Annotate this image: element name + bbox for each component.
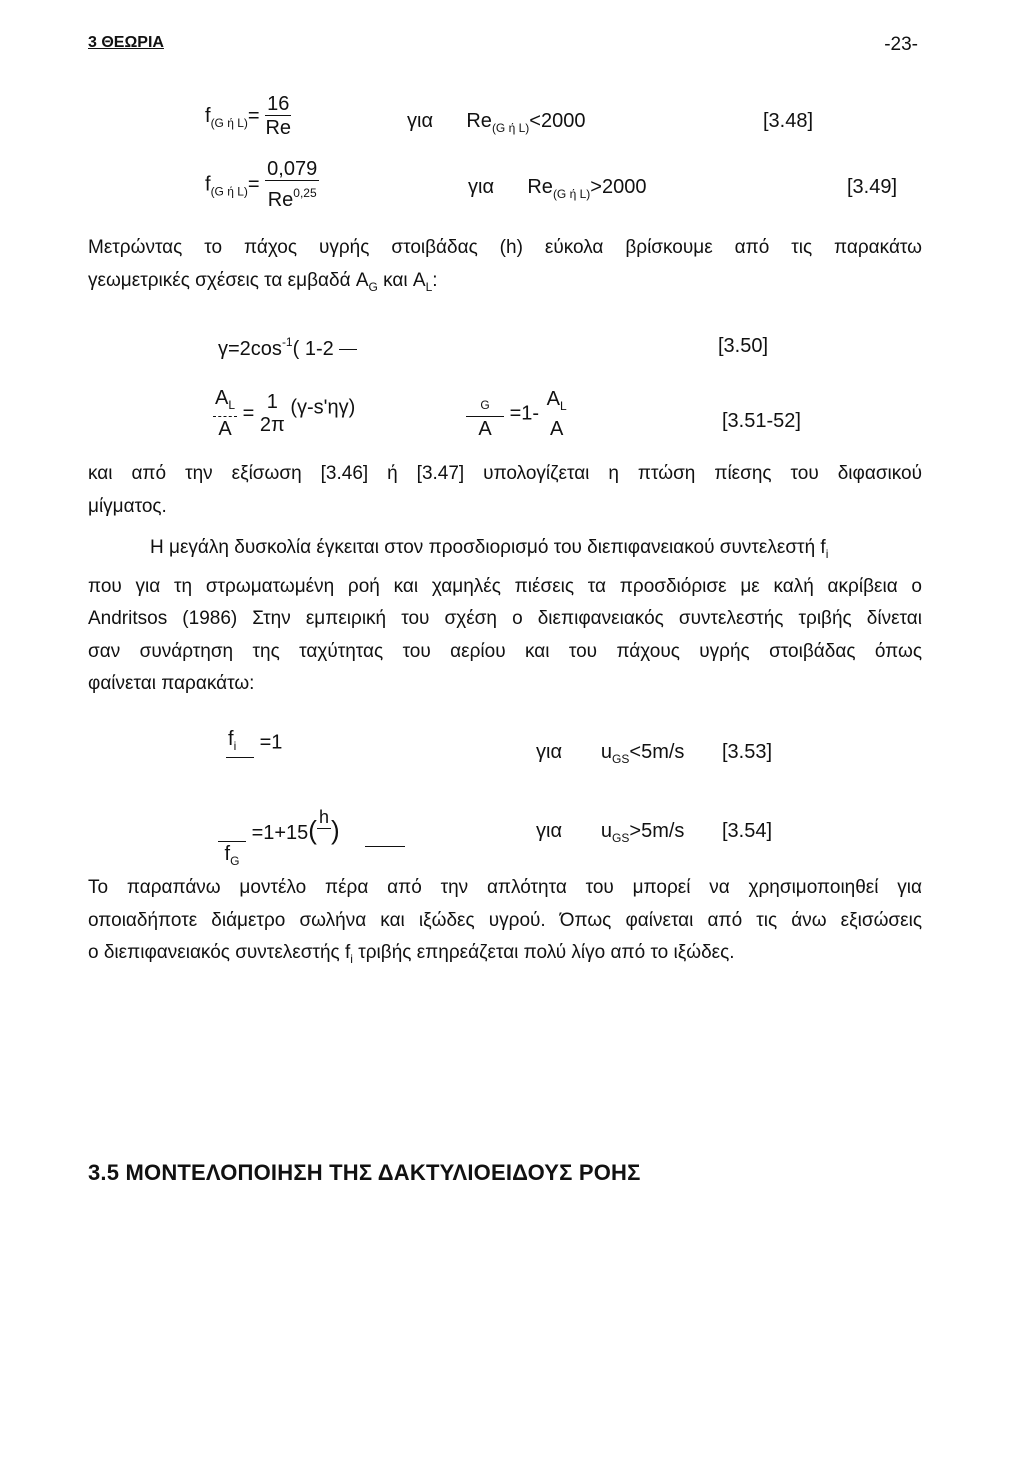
chapter-header: 3 ΘΕΩΡΙΑ [88,34,164,51]
fraction-16-over-re: $\frac{16}{Re}$ [265,93,292,139]
equation-3-50-ref: [3.50] [718,335,769,357]
fraction-0079-over-re: $\frac{0,079}{Re^{0,25}}$ [267,158,318,211]
page-number: -23- [884,34,918,55]
section-title: 3.5 ΜΟΝΤΕΛΟΠΟΙΗΣΗ ΤΗΣ ΔΑΚΤΥΛΙΟΕΙΔΟΥΣ ΡΟΗΣ [88,1160,641,1185]
equation-3-48-ref: [3.48] [763,110,814,132]
paragraph-interfacial-coefficient: Η μεγάλη δυσκολία έγκειται στον προσδιορισμό του διεπιφανειακού συντελεστή $f_i$ που για τη στρωματωμένη ροή και χαμηλές πιέσεις τα προσδιόρισε με καλή ακρίβεια ο Andritsos (1986) Στην εμπειρική του σχέση ο διεπιφανειακός συντελεστής τριβής δίνεται σαν συνάρτηση της ταχύτητας του αερίου και του πάχους υγρής στοιβάδας όπως φαίνεται παρακάτω: [88,537,922,694]
equation-3-49-ref: [3.49] [847,176,898,198]
paragraph-pressure-drop: και από την εξίσωση [3.46] ή [3.47] υπολογίζεται η πτώση πίεσης του διφασικού μίγματος. [88,463,922,517]
equation-3-48-condition: για $Re_{(G ή L)}<2000$ [407,110,586,135]
equation-3-51: $\frac{A_L}{A}$ = 1 2π (γ-s'ηγ) [215,387,356,440]
equation-3-54: $f_G$ =1+15( h ) [218,806,405,873]
equation-3-52: $\frac{_G}{A}$ =1- $A_L$ A [466,387,569,441]
equation-3-53-condition: για $u_{GS}<5m/s$ [536,741,685,766]
equation-3-53: $f_i$ =1 [226,728,282,782]
equation-3-49-lhs: $f_{(G ή L)}=$ $\frac{0,079}{Re^{0,25}}$ [205,158,318,211]
equation-3-50: $\gamma=2\cos^{-1}$( 1-2 [218,335,357,361]
equation-3-48-lhs: $f_{(G ή L)}=$ $\frac{16}{Re}$ [205,93,292,139]
paragraph-model-applicability: Το παραπάνω μοντέλο πέρα από την απλότητα του μπορεί να χρησιμοποιηθεί για οποιαδήποτε διάμετρο σωλήνα και ιξώδες υγρού. Όπως φαίνεται από τις άνω εξισώσεις ο διεπιφανειακός συντελεστής $f_i$ τριβής επηρεάζεται πολύ λίγο από το ιξώδες. [88,877,922,966]
equation-3-54-condition: για $u_{GS}>5m/s$ [536,820,685,845]
equation-3-49-condition: για $Re_{(G ή L)}>2000$ [468,176,647,201]
equation-3-54-ref: [3.54] [722,820,773,842]
equation-3-51-52-ref: [3.51-52] [722,410,801,432]
equation-3-53-ref: [3.53] [722,741,773,763]
paragraph-thickness: Μετρώντας το πάχος υγρής στοιβάδας (h) εύκολα βρίσκουμε από τις παρακάτω γεωμετρικές σχέσεις τα εμβαδά $A_G$ και $A_L$: [88,237,922,294]
